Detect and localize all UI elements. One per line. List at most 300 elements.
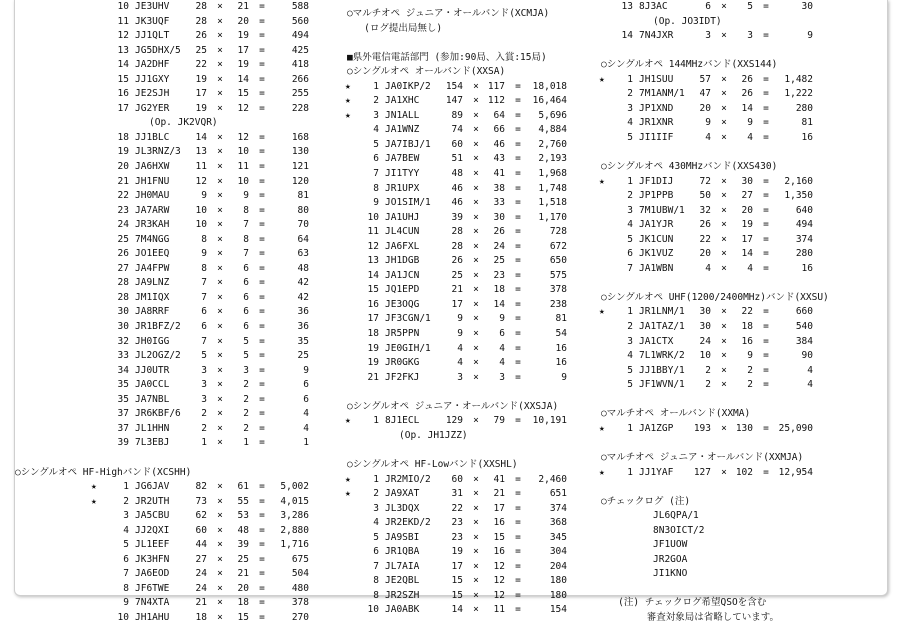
rank-number: 24 <box>117 219 129 231</box>
qso-count: 4 <box>705 262 711 274</box>
callsign: JA6EOD <box>135 568 170 580</box>
rank-number: 17 <box>117 102 129 114</box>
result-row <box>345 414 567 429</box>
rank-number: 11 <box>367 226 379 238</box>
result-row <box>601 175 829 190</box>
multiplier-count: 2 <box>243 393 249 405</box>
score: 650 <box>549 255 567 267</box>
callsign: JG6JAV <box>135 481 170 493</box>
qso-count: 23 <box>451 517 463 529</box>
equals-sign: = <box>763 233 769 245</box>
spacer <box>97 451 218 466</box>
callsign: JF2FKJ <box>385 371 420 383</box>
times-sign: × <box>473 313 479 325</box>
score: 90 <box>801 350 813 362</box>
times-sign: × <box>473 560 479 572</box>
multiplier-count: 14 <box>741 248 753 260</box>
result-row <box>601 204 829 219</box>
result-row <box>347 574 567 589</box>
times-sign: × <box>473 226 479 238</box>
times-sign: × <box>473 240 479 252</box>
score: 1,518 <box>538 197 567 209</box>
result-row <box>91 480 309 495</box>
result-row <box>97 524 309 539</box>
qso-count: 9 <box>457 328 463 340</box>
equals-sign: = <box>259 350 265 362</box>
multiplier-count: 4 <box>499 342 505 354</box>
multiplier-count: 15 <box>237 611 249 623</box>
callsign: JR1XNR <box>639 117 674 129</box>
times-sign: × <box>473 197 479 209</box>
callsign: JJ0UTR <box>135 364 170 376</box>
qso-count: 22 <box>195 59 207 71</box>
multiplier-count: 66 <box>493 124 505 136</box>
result-row <box>91 495 309 510</box>
times-sign: × <box>721 379 727 391</box>
section-header: ■県外電信電話部門 (参加:90局、入賞:15局) <box>347 51 547 63</box>
callsign: JE0GIH/1 <box>385 342 431 354</box>
qso-count: 60 <box>451 473 463 485</box>
times-sign: × <box>217 277 223 289</box>
multiplier-count: 48 <box>237 524 249 536</box>
score: 5,696 <box>538 109 567 121</box>
result-row <box>97 87 309 102</box>
rank-number: 28 <box>117 291 129 303</box>
qso-count: 24 <box>699 335 711 347</box>
result-row <box>601 102 829 117</box>
callsign: JI1TYY <box>385 168 420 180</box>
multiplier-count: 1 <box>243 437 249 449</box>
score: 2,760 <box>538 138 567 150</box>
qso-count: 44 <box>195 539 207 551</box>
equals-sign: = <box>259 44 265 56</box>
times-sign: × <box>217 422 223 434</box>
rank-number: 1 <box>373 80 379 92</box>
score: 266 <box>291 73 309 85</box>
qso-count: 25 <box>195 44 207 56</box>
callsign: JL3DQX <box>385 502 420 514</box>
equals-sign: = <box>259 204 265 216</box>
rank-number: 6 <box>627 248 633 260</box>
score: 560 <box>291 15 309 27</box>
multiplier-count: 7 <box>243 219 249 231</box>
callsign: JJ1YAF <box>639 466 674 478</box>
score: 540 <box>795 321 813 333</box>
equals-sign: = <box>259 321 265 333</box>
multiplier-count: 6 <box>243 291 249 303</box>
result-row <box>345 487 567 502</box>
qso-count: 21 <box>451 284 463 296</box>
times-sign: × <box>473 284 479 296</box>
times-sign: × <box>473 371 479 383</box>
result-row <box>347 312 567 327</box>
times-sign: × <box>473 124 479 136</box>
callsign: JA6HXW <box>135 161 170 173</box>
callsign: JA7ARW <box>135 204 170 216</box>
callsign: JK1VUZ <box>639 248 674 260</box>
times-sign: × <box>721 30 727 42</box>
multiplier-count: 41 <box>493 168 505 180</box>
equals-sign: = <box>259 437 265 449</box>
multiplier-count: 6 <box>499 328 505 340</box>
score: 120 <box>291 175 309 187</box>
callsign: JL4CUN <box>385 226 420 238</box>
qso-count: 9 <box>457 313 463 325</box>
callsign: JF6TWE <box>135 582 170 594</box>
qso-count: 3 <box>201 379 207 391</box>
score: 64 <box>297 233 309 245</box>
callsign: JA2DHF <box>135 59 170 71</box>
rank-number: 15 <box>367 284 379 296</box>
multiplier-count: 112 <box>487 95 505 107</box>
times-sign: × <box>217 539 223 551</box>
result-row <box>97 0 309 15</box>
qso-count: 89 <box>451 109 463 121</box>
column-left <box>15 0 309 626</box>
multiplier-count: 2 <box>243 379 249 391</box>
multiplier-count: 2 <box>243 408 249 420</box>
score: 1,716 <box>280 539 309 551</box>
callsign: JA1WBN <box>639 262 674 274</box>
qso-count: 14 <box>451 604 463 616</box>
rank-number: 22 <box>117 190 129 202</box>
callsign: JA9SBI <box>385 531 420 543</box>
score: 4 <box>807 379 813 391</box>
qso-count: 2 <box>201 422 207 434</box>
multiplier-count: 14 <box>493 298 505 310</box>
score: 80 <box>297 204 309 216</box>
qso-count: 3 <box>201 364 207 376</box>
rank-number: 7 <box>373 168 379 180</box>
result-row <box>97 305 309 320</box>
note-line: 8N3OICT/2 <box>653 524 705 536</box>
spacer <box>601 582 829 597</box>
qso-count: 28 <box>195 15 207 27</box>
multiplier-count: 12 <box>237 102 249 114</box>
callsign: JK3UQF <box>135 15 170 27</box>
equals-sign: = <box>259 30 265 42</box>
multiplier-count: 46 <box>493 138 505 150</box>
times-sign: × <box>217 1 223 12</box>
score: 384 <box>795 335 813 347</box>
equals-sign: = <box>259 510 265 522</box>
score: 54 <box>555 328 567 340</box>
qso-count: 18 <box>195 611 207 623</box>
rank-number: 1 <box>627 73 633 85</box>
qso-count: 4 <box>705 131 711 143</box>
multiplier-count: 18 <box>741 321 753 333</box>
score: 36 <box>297 321 309 333</box>
times-sign: × <box>473 604 479 616</box>
score: 4,015 <box>280 495 309 507</box>
qso-count: 13 <box>195 146 207 158</box>
multiplier-count: 17 <box>237 44 249 56</box>
times-sign: × <box>217 175 223 187</box>
multiplier-count: 25 <box>237 553 249 565</box>
qso-count: 48 <box>451 168 463 180</box>
equals-sign: = <box>763 204 769 216</box>
score: 494 <box>291 30 309 42</box>
result-row <box>97 233 309 248</box>
result-row <box>97 44 309 59</box>
callsign: JA4FPW <box>135 262 170 274</box>
multiplier-count: 26 <box>741 73 753 85</box>
callsign: JJ1BBY/1 <box>639 364 685 376</box>
rank-number: 19 <box>367 357 379 369</box>
multiplier-count: 11 <box>493 604 505 616</box>
times-sign: × <box>721 88 727 100</box>
score: 180 <box>549 575 567 587</box>
times-sign: × <box>721 219 727 231</box>
multiplier-count: 17 <box>493 502 505 514</box>
times-sign: × <box>217 611 223 623</box>
callsign: JA6FXL <box>385 240 420 252</box>
score: 5,002 <box>280 481 309 493</box>
callsign: JR5PPN <box>385 328 420 340</box>
multiplier-count: 102 <box>735 466 753 478</box>
rank-number: 28 <box>117 277 129 289</box>
callsign: JO1EEQ <box>135 248 170 260</box>
multiplier-count: 55 <box>237 495 249 507</box>
callsign: JJ1BLC <box>135 131 170 143</box>
qso-count: 62 <box>195 510 207 522</box>
times-sign: × <box>217 146 223 158</box>
score: 504 <box>291 568 309 580</box>
multiplier-count: 6 <box>243 277 249 289</box>
qso-count: 28 <box>451 240 463 252</box>
multiplier-count: 19 <box>741 219 753 231</box>
multiplier-count: 4 <box>499 357 505 369</box>
qso-count: 9 <box>201 190 207 202</box>
rank-number: 2 <box>627 88 633 100</box>
qso-count: 30 <box>699 306 711 318</box>
result-row <box>97 436 309 451</box>
times-sign: × <box>473 153 479 165</box>
qso-count: 14 <box>195 131 207 143</box>
result-row <box>601 305 829 320</box>
times-sign: × <box>721 466 727 478</box>
callsign: 7N4JXR <box>639 30 674 42</box>
rank-number: 34 <box>117 364 129 376</box>
times-sign: × <box>721 1 727 12</box>
multiplier-count: 22 <box>741 306 753 318</box>
times-sign: × <box>473 95 479 107</box>
spacer <box>601 276 829 291</box>
result-row <box>97 247 309 262</box>
result-row <box>97 393 309 408</box>
equals-sign: = <box>515 371 521 383</box>
rank-number: 30 <box>117 306 129 318</box>
times-sign: × <box>473 357 479 369</box>
callsign: 7M1ANM/1 <box>639 88 685 100</box>
result-row <box>97 349 309 364</box>
multiplier-count: 39 <box>237 539 249 551</box>
equals-sign: = <box>763 350 769 362</box>
equals-sign: = <box>259 335 265 347</box>
times-sign: × <box>721 233 727 245</box>
times-sign: × <box>217 88 223 100</box>
result-row <box>345 473 567 488</box>
score: 35 <box>297 335 309 347</box>
result-row <box>347 167 567 182</box>
multiplier-count: 2 <box>243 422 249 434</box>
equals-sign: = <box>259 568 265 580</box>
times-sign: × <box>217 262 223 274</box>
equals-sign: = <box>259 379 265 391</box>
multiplier-count: 2 <box>747 364 753 376</box>
qso-count: 6 <box>201 321 207 333</box>
equals-sign: = <box>515 269 521 281</box>
times-sign: × <box>217 393 223 405</box>
callsign: JR2EKD/2 <box>385 517 431 529</box>
times-sign: × <box>473 269 479 281</box>
callsign: JE3UHV <box>135 1 170 12</box>
rank-number: 32 <box>117 335 129 347</box>
times-sign: × <box>473 517 479 529</box>
rank-number: 10 <box>117 1 129 12</box>
equals-sign: = <box>515 604 521 616</box>
spacer <box>347 443 558 458</box>
score: 81 <box>555 313 567 325</box>
result-row <box>97 131 309 146</box>
times-sign: × <box>473 502 479 514</box>
score: 378 <box>291 597 309 609</box>
qso-count: 2 <box>201 408 207 420</box>
equals-sign: = <box>763 379 769 391</box>
equals-sign: = <box>515 313 521 325</box>
multiplier-count: 8 <box>243 204 249 216</box>
result-row <box>601 320 829 335</box>
callsign: JN1ALL <box>385 109 420 121</box>
result-row <box>601 422 829 437</box>
equals-sign: = <box>259 582 265 594</box>
note-line: JR2GOA <box>653 553 688 565</box>
rank-number: 5 <box>627 364 633 376</box>
callsign: JJ1QLT <box>135 30 170 42</box>
times-sign: × <box>721 422 727 434</box>
callsign: JA1ZGP <box>639 422 674 434</box>
score: 154 <box>549 604 567 616</box>
score: 651 <box>549 488 567 500</box>
multiplier-count: 17 <box>741 233 753 245</box>
qso-count: 6 <box>201 306 207 318</box>
rank-number: 1 <box>373 473 379 485</box>
result-row <box>601 378 829 393</box>
qso-count: 2 <box>705 379 711 391</box>
result-row <box>601 233 829 248</box>
qso-count: 46 <box>451 182 463 194</box>
section-header: ○シングルオペ オールバンド(XXSA) <box>347 66 506 78</box>
equals-sign: = <box>259 233 265 245</box>
score: 204 <box>549 560 567 572</box>
callsign: JA1WNZ <box>385 124 420 136</box>
multiplier-count: 14 <box>741 102 753 114</box>
rank-number: 3 <box>627 335 633 347</box>
section-header: (ログ提出局無し) <box>347 22 443 34</box>
times-sign: × <box>473 473 479 485</box>
callsign: JA7BEW <box>385 153 420 165</box>
qso-count: 82 <box>195 481 207 493</box>
result-row <box>345 109 567 124</box>
equals-sign: = <box>259 59 265 71</box>
equals-sign: = <box>515 168 521 180</box>
score: 42 <box>297 277 309 289</box>
rank-number: 30 <box>117 321 129 333</box>
rank-number: 37 <box>117 422 129 434</box>
multiplier-count: 3 <box>747 30 753 42</box>
result-row <box>601 29 829 44</box>
score: 81 <box>801 117 813 129</box>
callsign: JQ1EPD <box>385 284 420 296</box>
qso-count: 10 <box>699 350 711 362</box>
times-sign: × <box>721 262 727 274</box>
callsign: 8J1ECL <box>385 415 420 427</box>
rank-number: 10 <box>367 604 379 616</box>
equals-sign: = <box>259 611 265 623</box>
qso-count: 2 <box>705 364 711 376</box>
callsign: JE2SJH <box>135 88 170 100</box>
result-row <box>347 211 567 226</box>
qso-count: 154 <box>445 80 463 92</box>
score: 368 <box>549 517 567 529</box>
result-row <box>97 567 309 582</box>
qso-count: 60 <box>451 138 463 150</box>
rank-number: 1 <box>123 481 129 493</box>
equals-sign: = <box>515 124 521 136</box>
rank-number: 14 <box>117 59 129 71</box>
times-sign: × <box>473 589 479 601</box>
score: 16 <box>555 357 567 369</box>
multiplier-count: 130 <box>735 422 753 434</box>
callsign: JO1SIM/1 <box>385 197 431 209</box>
qso-count: 6 <box>705 1 711 12</box>
rank-number: 13 <box>621 1 633 12</box>
qso-count: 4 <box>457 342 463 354</box>
result-row <box>97 553 309 568</box>
result-row <box>347 225 567 240</box>
result-row <box>97 611 309 626</box>
spacer <box>601 145 829 160</box>
equals-sign: = <box>515 575 521 587</box>
qso-count: 74 <box>451 124 463 136</box>
score: 81 <box>297 190 309 202</box>
callsign: JR2MIO/2 <box>385 473 431 485</box>
score: 42 <box>297 291 309 303</box>
score: 16 <box>801 131 813 143</box>
score: 9 <box>303 364 309 376</box>
multiplier-count: 61 <box>237 481 249 493</box>
section-header: ○シングルオペ HF-Highバンド(XCSHH) <box>15 466 192 478</box>
rank-number: 4 <box>627 117 633 129</box>
times-sign: × <box>473 109 479 121</box>
spacer <box>347 36 558 51</box>
score: 378 <box>549 284 567 296</box>
score: 2,193 <box>538 153 567 165</box>
result-row <box>601 349 829 364</box>
score: 2,460 <box>538 473 567 485</box>
callsign: JR6KBF/6 <box>135 408 181 420</box>
equals-sign: = <box>515 328 521 340</box>
rank-number: 5 <box>627 233 633 245</box>
callsign: JA9LNZ <box>135 277 170 289</box>
qso-count: 15 <box>451 589 463 601</box>
note-line: (Op. JO3IDT) <box>653 15 722 27</box>
multiplier-count: 15 <box>493 531 505 543</box>
rank-number: 2 <box>123 495 129 507</box>
times-sign: × <box>217 379 223 391</box>
equals-sign: = <box>515 284 521 296</box>
multiplier-count: 33 <box>493 197 505 209</box>
